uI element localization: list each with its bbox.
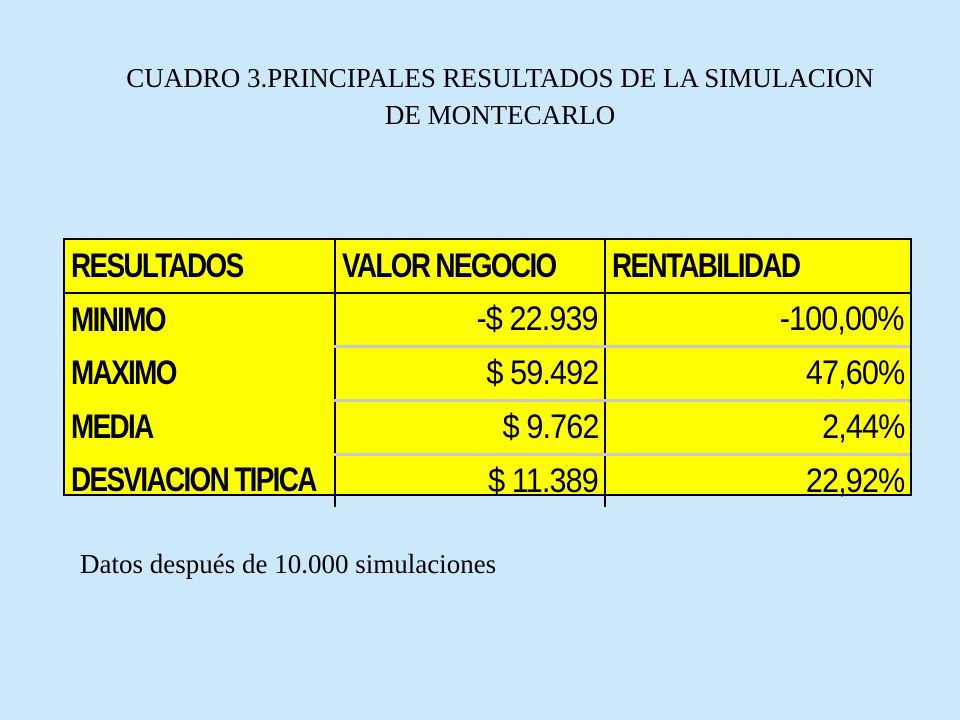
row-label: DESVIACION TIPICA: [65, 455, 335, 508]
row-label: MEDIA: [65, 401, 335, 455]
valor-negocio-cell: $ 59.492: [335, 347, 605, 401]
header-resultados: RESULTADOS: [65, 240, 335, 293]
header-rentabilidad: RENTABILIDAD: [605, 240, 910, 293]
header-valor-negocio: VALOR NEGOCIO: [335, 240, 605, 293]
table-row: [65, 293, 910, 347]
slide-title: [30, 60, 960, 134]
simulation-note: Datos después de 10.000 simulaciones: [80, 549, 497, 579]
table-row: [65, 347, 910, 401]
table-row: [65, 455, 910, 508]
rentabilidad-cell: 2,44%: [605, 401, 910, 455]
valor-negocio-cell: $ 11.389: [335, 455, 605, 508]
row-label: MINIMO: [65, 293, 335, 347]
rentabilidad-cell: -100,00%: [605, 293, 910, 347]
slide-title-line-2: DE MONTECARLO: [384, 100, 616, 130]
valor-negocio-cell: $ 9.762: [335, 401, 605, 455]
rentabilidad-cell: 22,92%: [805, 462, 904, 500]
results-table: [63, 238, 912, 500]
row-label: MAXIMO: [65, 347, 335, 401]
table-row: [65, 401, 910, 455]
slide-title-line-1: CUADRO 3.PRINCIPALES RESULTADOS DE LA SIMULACION: [126, 63, 874, 93]
table-header-row: [65, 240, 910, 293]
valor-negocio-cell: -$ 22.939: [335, 293, 605, 347]
rentabilidad-cell: 47,60%: [605, 347, 910, 401]
